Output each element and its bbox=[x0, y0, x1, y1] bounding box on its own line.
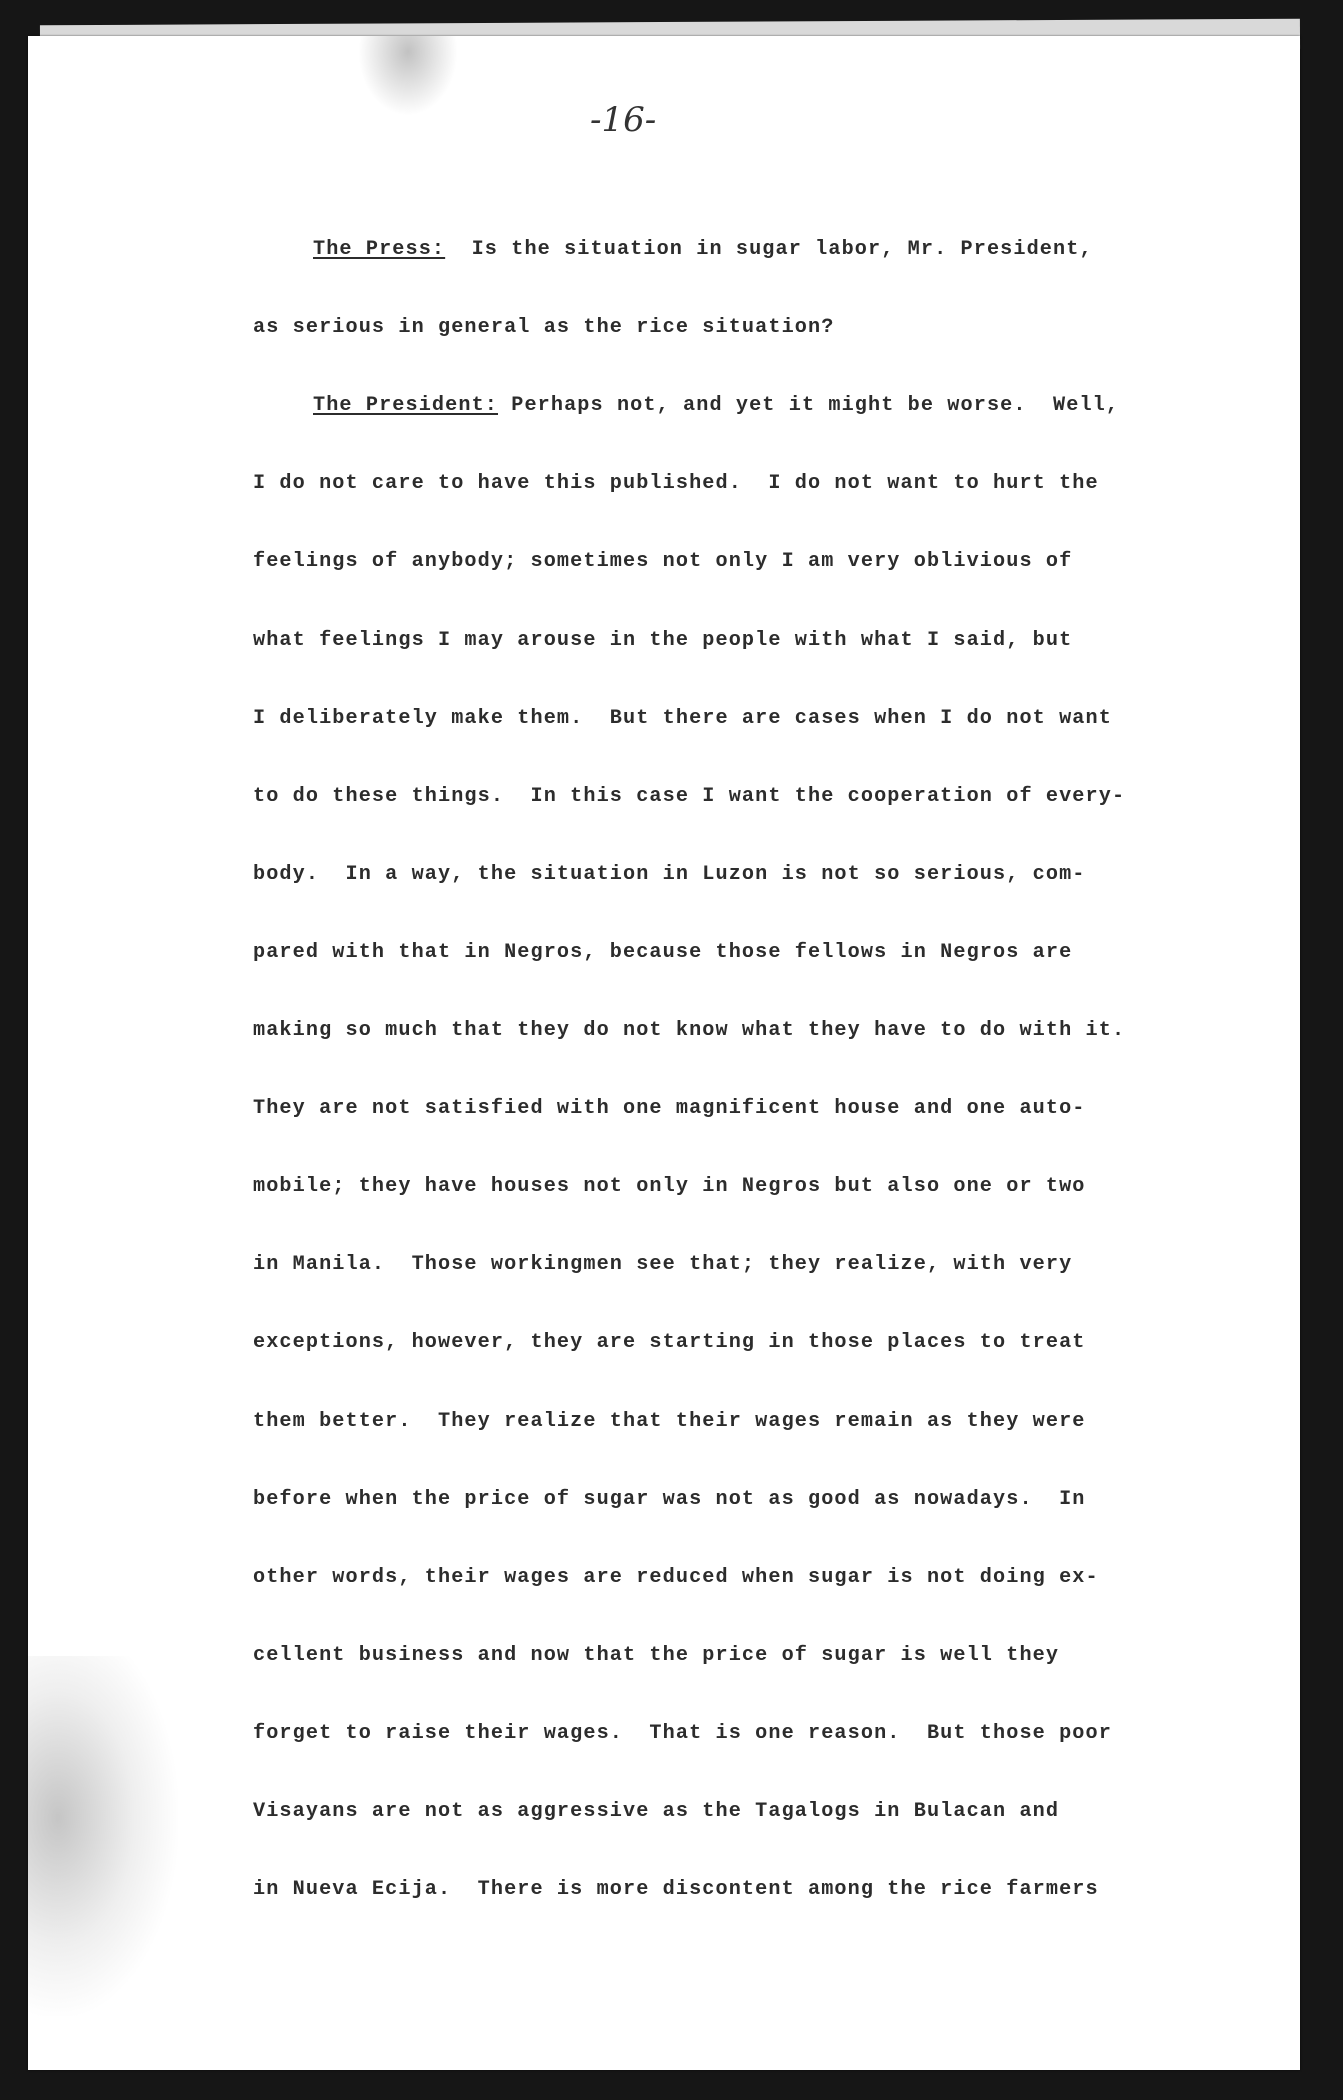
line-text: I deliberately make them. But there are cases when I do not want bbox=[253, 706, 1112, 730]
line-text: feelings of anybody; sometimes not only I am very oblivious of bbox=[253, 550, 1073, 574]
transcript-line bbox=[253, 472, 1099, 495]
transcript-line bbox=[253, 1488, 1086, 1511]
transcript-line bbox=[253, 550, 1072, 573]
transcript-line bbox=[253, 1410, 1086, 1433]
transcript-line bbox=[253, 1097, 1086, 1120]
transcript-line bbox=[253, 707, 1112, 730]
speaker-label: The Press: bbox=[313, 238, 446, 261]
line-text: Perhaps not, and yet it might be worse. Well, bbox=[498, 394, 1120, 418]
transcript-line bbox=[253, 1019, 1125, 1042]
transcript-line bbox=[253, 316, 834, 339]
line-text: in Manila. Those workingmen see that; they realize, with very bbox=[253, 1253, 1073, 1277]
line-text: I do not care to have this published. I do not want to hurt the bbox=[253, 472, 1099, 496]
line-text: cellent business and now that the price of sugar is well they bbox=[253, 1643, 1060, 1667]
transcript-line bbox=[253, 1175, 1086, 1198]
transcript-line bbox=[253, 1566, 1099, 1589]
transcript-line bbox=[253, 1331, 1086, 1354]
transcript-line bbox=[313, 394, 1119, 417]
top-smudge-mark bbox=[358, 36, 458, 116]
line-text: forget to raise their wages. That is one reason. But those poor bbox=[253, 1721, 1112, 1745]
line-text: pared with that in Negros, because those fellows in Negros are bbox=[253, 940, 1073, 964]
transcript-line bbox=[253, 1722, 1112, 1745]
line-text: They are not satisfied with one magnificent house and one auto- bbox=[253, 1097, 1086, 1121]
line-text: body. In a way, the situation in Luzon is not so serious, com- bbox=[253, 862, 1086, 886]
transcript-line bbox=[253, 863, 1086, 886]
line-text: Is the situation in sugar labor, Mr. President, bbox=[445, 238, 1093, 261]
line-text: making so much that they do not know what they have to do with it. bbox=[253, 1019, 1126, 1042]
left-edge-smudge bbox=[28, 1656, 178, 2016]
transcript-line bbox=[253, 1644, 1059, 1667]
transcript-line bbox=[253, 1800, 1059, 1823]
line-text: what feelings I may arouse in the people with what I said, but bbox=[253, 628, 1073, 652]
page-number: -16- bbox=[590, 100, 657, 140]
typewritten-page bbox=[28, 36, 1300, 2070]
transcript-line bbox=[253, 785, 1125, 808]
line-text: in Nueva Ecija. There is more discontent among the rice farmers bbox=[253, 1878, 1099, 1902]
line-text: them better. They realize that their wages remain as they were bbox=[253, 1409, 1086, 1433]
transcript-line bbox=[253, 941, 1072, 964]
transcript-line bbox=[313, 238, 1093, 261]
line-text: other words, their wages are reduced when sugar is not doing ex- bbox=[253, 1565, 1099, 1589]
line-text: as serious in general as the rice situation? bbox=[253, 316, 835, 340]
line-text: exceptions, however, they are starting in those places to treat bbox=[253, 1331, 1086, 1355]
transcript-line bbox=[253, 629, 1072, 652]
line-text: Visayans are not as aggressive as the Tagalogs in Bulacan and bbox=[253, 1800, 1060, 1823]
line-text: mobile; they have houses not only in Negros but also one or two bbox=[253, 1175, 1086, 1199]
transcript-line bbox=[253, 1253, 1072, 1276]
speaker-label: The President: bbox=[313, 394, 499, 418]
transcript-line bbox=[253, 1878, 1099, 1901]
line-text: to do these things. In this case I want the cooperation of every- bbox=[253, 784, 1126, 808]
line-text: before when the price of sugar was not as good as nowadays. In bbox=[253, 1487, 1086, 1511]
